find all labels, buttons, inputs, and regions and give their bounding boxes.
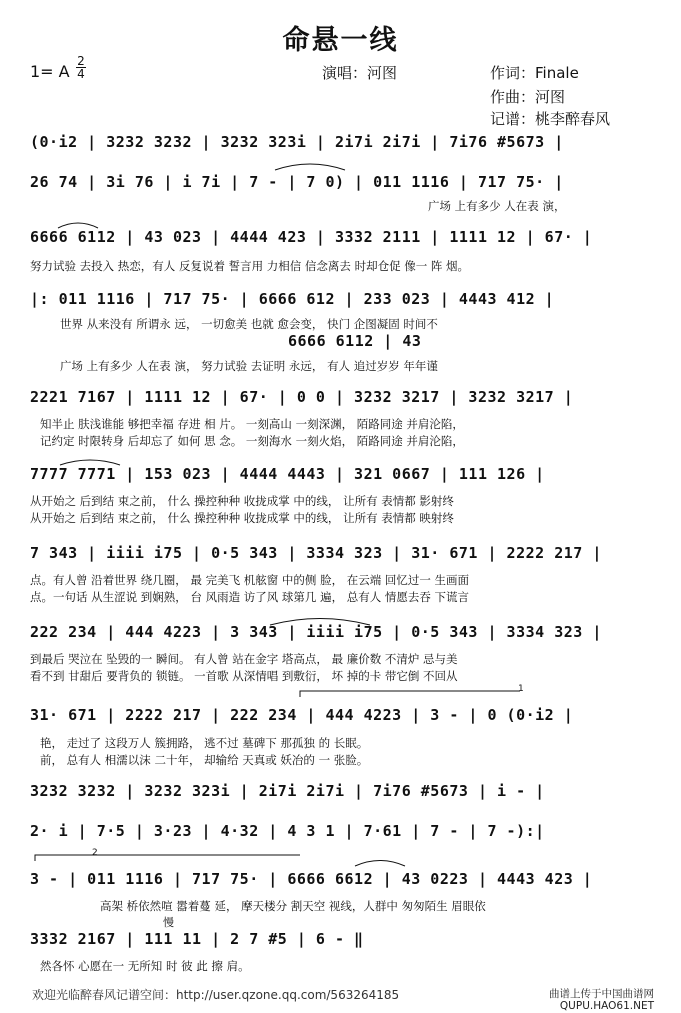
notation-line: 7 343 | iiii i75 | 0·5 343 | 3334 323 | 31· 671 | 2222 217 | <box>30 544 602 562</box>
lyric-line: 前， 总有人 相濡以沫 二十年， 却输给 天真或 妖冶的 一 张脸。 <box>40 753 369 767</box>
notation-line: 2· i | 7·5 | 3·23 | 4·32 | 4 3 1 | 7·61 | 7 - | 7 -):| <box>30 822 545 840</box>
volta-2-label: 2 <box>92 848 98 858</box>
notation-line: 31· 671 | 2222 217 | 222 234 | 444 4223 | 3 - | 0 (0·i2 | <box>30 706 574 724</box>
lyric-line: 高架 桥依然喧 嚣着蔓 延， 摩天楼分 割天空 视线，人群中 匆匆陌生 眉眼依 <box>100 899 486 913</box>
lyric-line: 努力试验 去投入 热恋，有人 反复说着 誓言用 力相信 信念离去 时却仓促 像一 阵 烟。 <box>30 259 470 273</box>
lyric-line: 艳， 走过了 这段万人 簇拥路， 逃不过 墓碑下 那孤独 的 长眠。 <box>40 736 369 750</box>
lyricist-credit: 作词：Finale <box>490 64 579 82</box>
lyric-line: 世界 从来没有 所谓永 远， 一切愈美 也就 愈会变， 快门 企图凝固 时间不 <box>60 317 438 331</box>
lyric-line: 到最后 哭泣在 坠毁的一 瞬间。 有人曾 站在金字 塔高点， 最 廉价数 不清炉 忌与美 <box>30 652 458 666</box>
notation-line: 222 234 | 444 4223 | 3 343 | iiii i75 | 0·5 343 | 3334 323 | <box>30 623 602 641</box>
notation-line: (0·i2 | 3232 3232 | 3232 323i | 2i7i 2i7i | 7i76 #5673 | <box>30 133 564 151</box>
lyric-line: 广场 上有多少 人在表 演， 努力试验 去证明 永远， 有人 追过岁岁 年年谨 <box>60 359 438 373</box>
tempo-slow-mark: 慢 <box>163 916 174 929</box>
lyric-line: 点。有人曾 沿着世界 绕几圈， 最 完美飞 机舷窗 中的侧 脸， 在云端 回忆过一 生画面 <box>30 573 470 587</box>
lyric-line: 然各怀 心愿在一 无所知 时 彼 此 擦 肩。 <box>40 959 250 973</box>
site-stamp <box>549 988 654 1012</box>
tie-arc <box>270 619 370 626</box>
notation-line: 7777 7771 | 153 023 | 4444 4443 | 321 0667 | 111 126 | <box>30 465 545 483</box>
notation-line: 26 74 | 3i 76 | i 7i | 7 - | 7 0) | 011 1116 | 717 75· | <box>30 173 564 191</box>
notation-line: 6666 6112 | 43 <box>288 332 422 350</box>
lyric-line: 广场 上有多少 人在表 演， <box>428 199 566 213</box>
tie-arc <box>58 223 98 228</box>
lyric-line: 从开始之 后到结 束之前， 什么 操控种种 收拢成掌 中的线， 让所有 表情都 影射终 <box>30 494 454 508</box>
lyric-line: 从开始之 后到结 束之前， 什么 操控种种 收拢成掌 中的线， 让所有 表情都 映射终 <box>30 511 454 525</box>
lyric-line: 点。一句话 从生涩说 到娴熟， 台 风雨造 访了风 球第几 遍， 总有人 情愿去吞 下谎言 <box>30 590 470 604</box>
volta-1-bracket <box>300 691 520 697</box>
lyric-line: 看不到 甘甜后 要背负的 锁链。 一首歌 从深情唱 到敷衍， 坏 掉的卡 带它倒 不回从 <box>30 669 458 683</box>
tie-arc <box>60 460 120 465</box>
lyric-line: 记约定 时限转身 后却忘了 如何 思 念。 一刻海水 一刻火焰， 陌路同途 并肩沦陷， <box>40 434 464 448</box>
transcriber-credit: 记谱：桃李醉春风 <box>490 110 611 128</box>
stamp-line2: QUPU.HAO61.NET <box>559 1000 654 1012</box>
volta-2-bracket <box>35 855 300 861</box>
notation-line: |: 011 1116 | 717 75· | 6666 612 | 233 023 | 4443 412 | <box>30 290 555 308</box>
singer-credit: 演唱：河图 <box>322 64 398 82</box>
tie-arc <box>275 164 345 170</box>
notation-line: 2221 7167 | 1111 12 | 67· | 0 0 | 3232 3217 | 3232 3217 | <box>30 388 574 406</box>
composer-credit: 作曲：河图 <box>490 88 566 106</box>
footer-credit: 欢迎光临醉春风记谱空间：http://user.qzone.qq.com/563264185 <box>32 988 400 1002</box>
notation-line: 3332 2167 | 111 11 | 2 7 #5 | 6 - ‖ <box>30 930 364 948</box>
notation-line: 6666 6112 | 43 023 | 4444 423 | 3332 2111 | 1111 12 | 67· | <box>30 228 593 246</box>
key-signature: 1= A <box>30 62 70 81</box>
time-top: 2 <box>77 54 85 68</box>
notation-line: 3 - | 011 1116 | 717 75· | 6666 6612 | 43 0223 | 4443 423 | <box>30 870 593 888</box>
page-title: 命悬一线 <box>282 25 399 56</box>
tie-arc <box>355 861 405 867</box>
notation-line: 3232 3232 | 3232 323i | 2i7i 2i7i | 7i76 #5673 | i - | <box>30 782 545 800</box>
stamp-line1: 曲谱上传于中国曲谱网 <box>549 988 654 1000</box>
volta-1-label: 1 <box>518 684 524 694</box>
lyric-line: 知半止 肤浅谁能 够把幸福 存进 相 片。 一刻高山 一刻深渊， 陌路同途 并肩沦陷， <box>40 417 464 431</box>
time-bottom: 4 <box>77 67 85 81</box>
